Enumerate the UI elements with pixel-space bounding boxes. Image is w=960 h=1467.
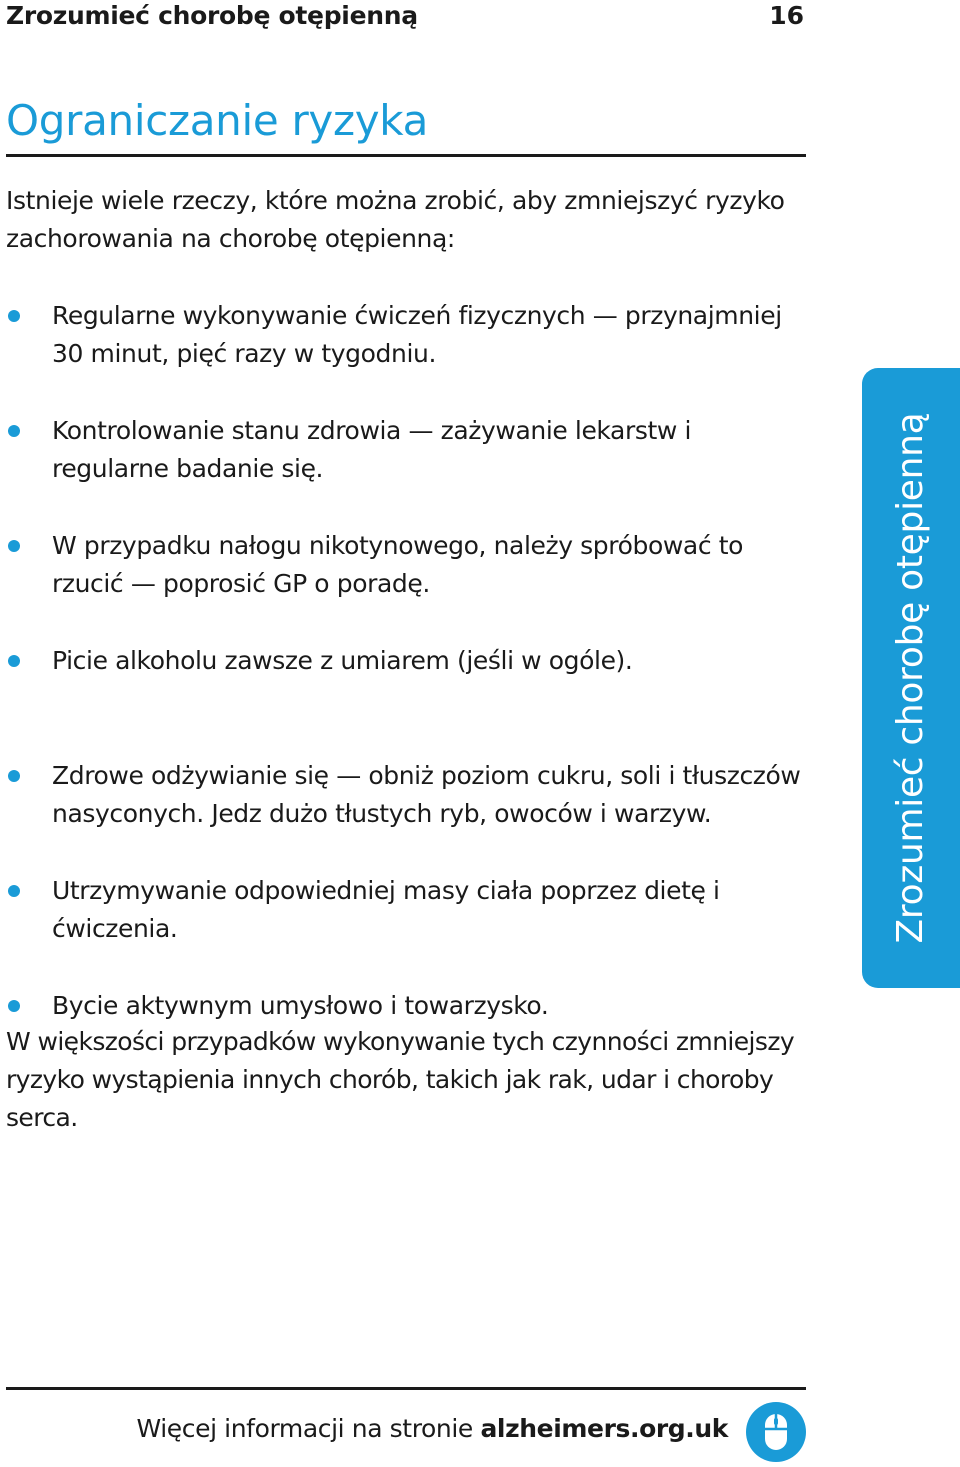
footer-divider (6, 1387, 806, 1390)
mouse-icon (746, 1402, 806, 1462)
list-item (0, 297, 820, 412)
list-item-text: Picie alkoholu zawsze z umiarem (jeśli w ogóle). (52, 646, 633, 675)
bullet-icon (8, 885, 20, 897)
list-item (0, 872, 820, 987)
intro-paragraph: Istnieje wiele rzeczy, które można zrobić, aby zmniejszyć ryzyko zachorowania na chorobę otępienną: (6, 186, 785, 253)
list-item-text: Zdrowe odżywianie się — obniż poziom cukru, soli i tłuszczów nasyconych. Jedz dużo tłustych ryb, owoców i warzyw. (52, 761, 801, 828)
list-item-text: W przypadku nałogu nikotynowego, należy spróbować to rzucić — poprosić GP o poradę. (52, 531, 744, 598)
bullet-icon (8, 770, 20, 782)
heading-divider (6, 154, 806, 157)
running-title: Zrozumieć chorobę otępienną (6, 1, 418, 30)
bullet-icon (8, 310, 20, 322)
list-item-text: Utrzymywanie odpowiedniej masy ciała poprzez dietę i ćwiczenia. (52, 876, 720, 943)
page-heading: Ograniczanie ryzyka (6, 96, 429, 145)
bullet-icon (8, 425, 20, 437)
list-item (0, 642, 820, 757)
list-item (0, 412, 820, 527)
website-link[interactable]: alzheimers.org.uk (480, 1414, 728, 1443)
list-item-text: Regularne wykonywanie ćwiczeń fizycznych — przynajmniej 30 minut, pięć razy w tygodniu. (52, 301, 782, 368)
bullet-icon (8, 655, 20, 667)
page-number: 16 (769, 1, 804, 30)
bullet-icon (8, 1000, 20, 1012)
side-tab-label: Zrozumieć chorobę otępienną (890, 412, 931, 944)
footer-info (136, 1411, 728, 1447)
closing-paragraph: W większości przypadków wykonywanie tych czynności zmniejszy ryzyko wystąpienia innych chorób, takich jak rak, udar i choroby serca. (6, 1027, 795, 1132)
footer-prefix: Więcej informacji na stronie (136, 1414, 481, 1443)
list-item (0, 527, 820, 642)
list-item (0, 757, 820, 872)
bullet-icon (8, 540, 20, 552)
list-item-text: Bycie aktywnym umysłowo i towarzysko. (52, 991, 549, 1020)
side-section-tab (862, 368, 960, 988)
risk-reduction-list (0, 297, 820, 1102)
list-item-text: Kontrolowanie stanu zdrowia — zażywanie lekarstw i regularne badanie się. (52, 416, 692, 483)
